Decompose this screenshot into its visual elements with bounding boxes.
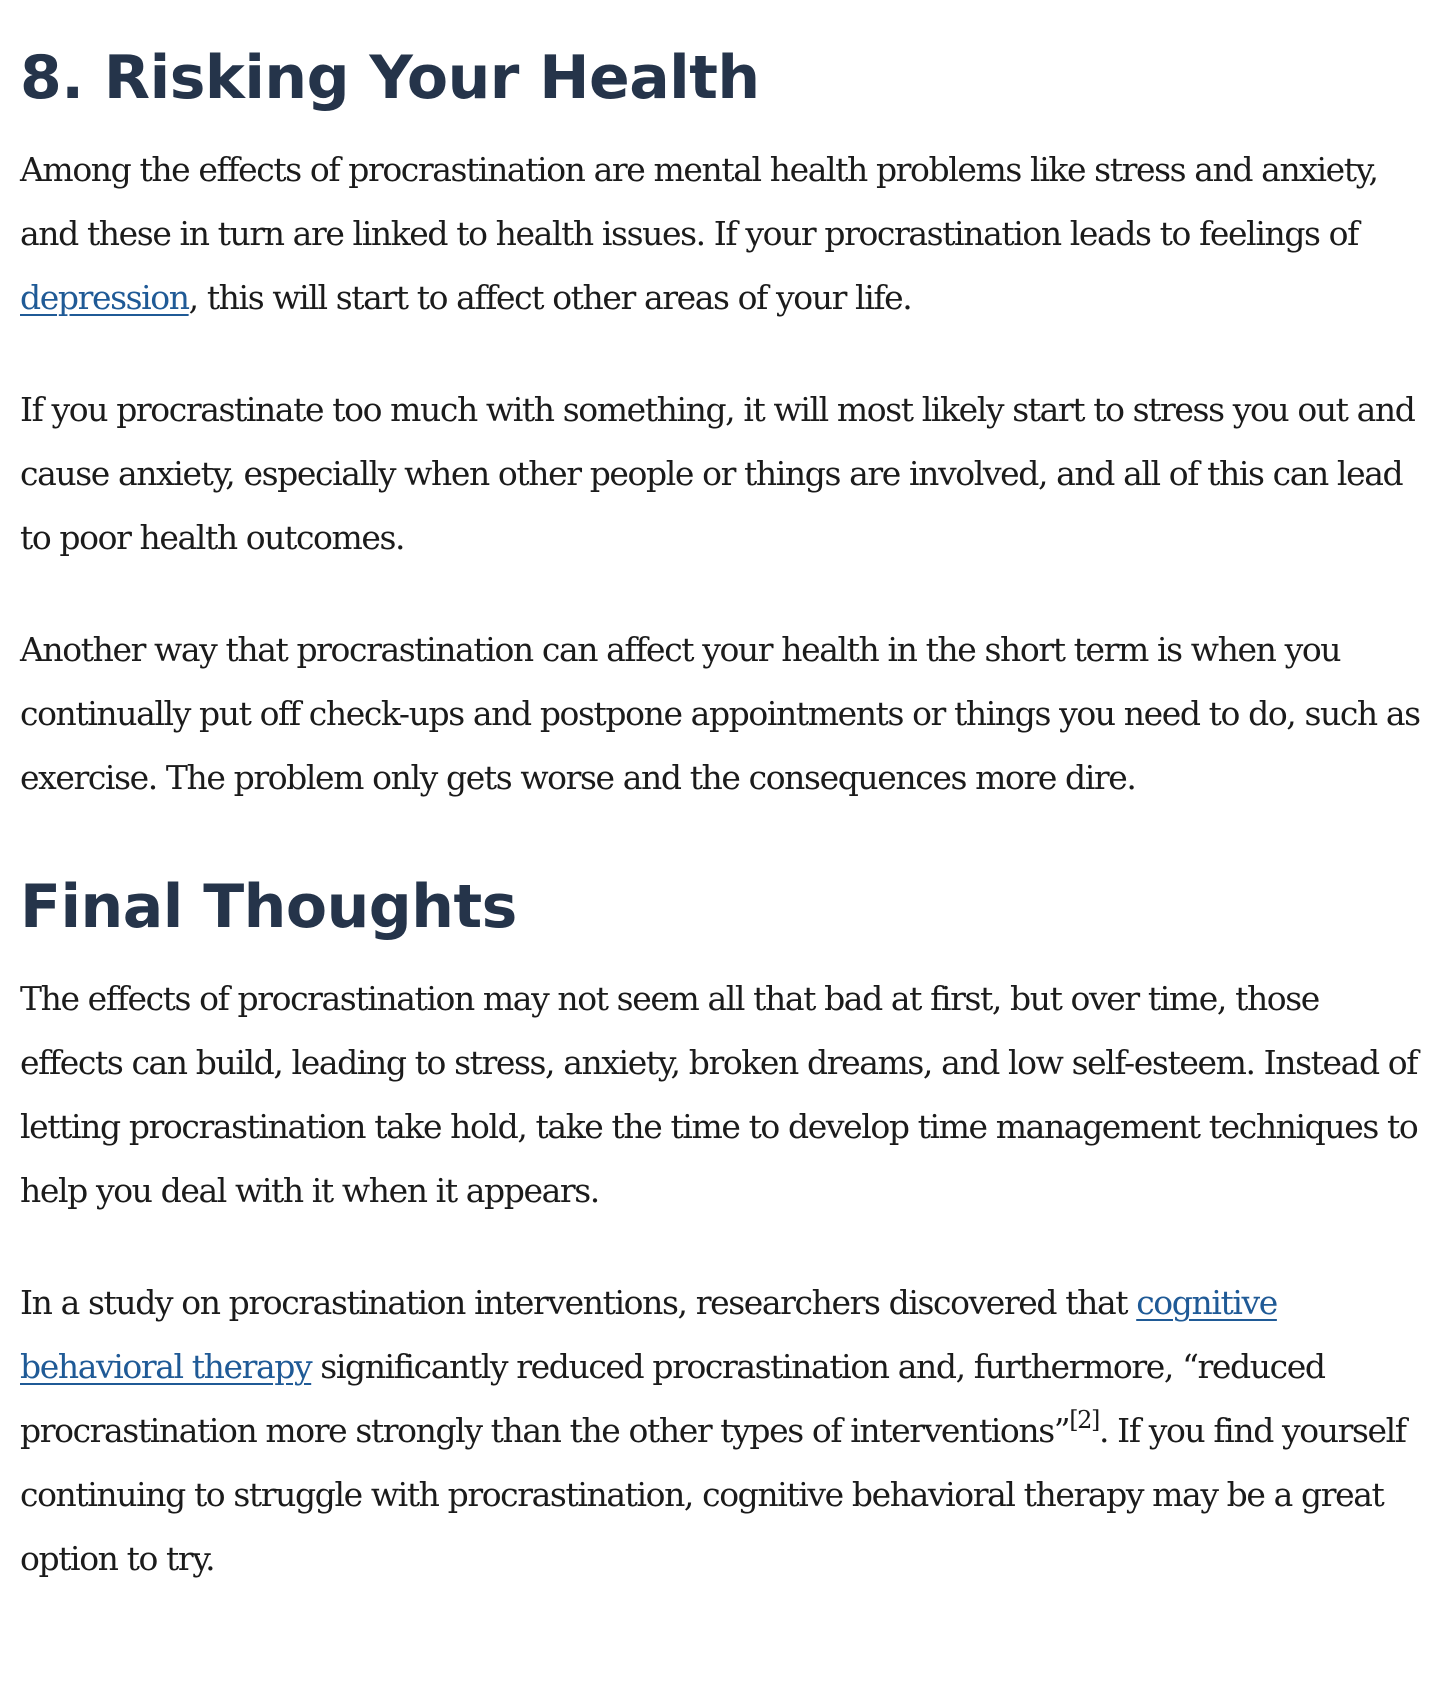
citation-reference[interactable]: [2] (1069, 1406, 1099, 1434)
paragraph-health-effects (20, 138, 1426, 330)
section-heading-final-thoughts: Final Thoughts (20, 872, 517, 942)
cognitive-behavioral-therapy-link[interactable]: cognitive behavioral therapy (20, 1283, 1277, 1386)
paragraph-text: In a study on procrastination interventions, researchers discovered that (20, 1283, 1137, 1322)
paragraph-stress-anxiety: If you procrastinate too much with something, it will most likely start to stress you out and cause anxiety, especially when other people or things are involved, and all of this can lead to poor health outcomes. (20, 390, 1415, 557)
paragraph-text: Among the effects of procrastination are mental health problems like stress and anxiety, and these in turn are linked to health issues. If your procrastination leads to feelings of (20, 150, 1378, 253)
depression-link[interactable]: depression (20, 278, 189, 317)
paragraph-cbt-study (20, 1271, 1426, 1591)
paragraph-final-summary: The effects of procrastination may not seem all that bad at first, but over time, those effects can build, leading to stress, anxiety, broken dreams, and low self-esteem. Instead of letting procrastination take hold, take the time to develop time management techniques to help you deal with it when it appears. (20, 979, 1418, 1210)
paragraph-text: , this will start to affect other areas of your life. (188, 278, 912, 317)
section-heading-risking-health: 8. Risking Your Health (20, 43, 760, 113)
paragraph-text: . If you find yourself continuing to struggle with procrastination, cognitive behavioral therapy may be a great option to try. (20, 1411, 1406, 1578)
paragraph-text: significantly reduced procrastination and, furthermore, “reduced procrastination more strongly than the other types of interventions” (20, 1347, 1325, 1450)
paragraph-short-term-health: Another way that procrastination can affect your health in the short term is when you continually put off check-ups and postpone appointments or things you need to do, such as exercise. The problem only gets worse and the consequences more dire. (20, 630, 1420, 797)
